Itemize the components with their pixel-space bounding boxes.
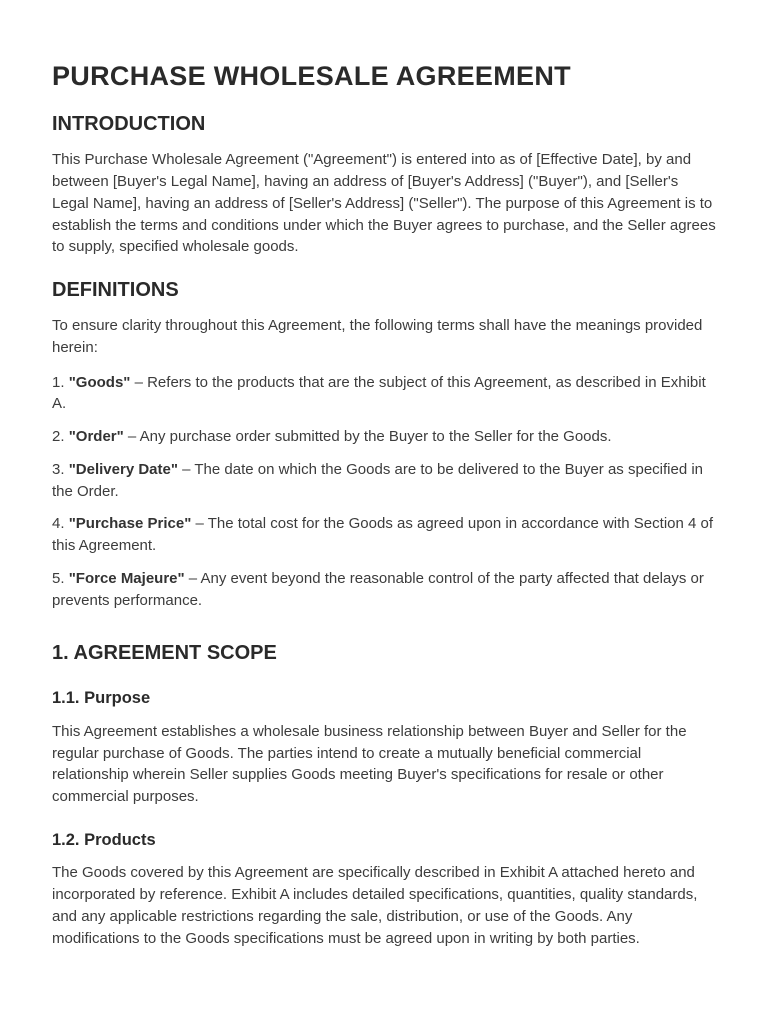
definition-text: – Any event beyond the reasonable control of the party affected that delays or prevents performance.	[52, 569, 704, 609]
definition-term: "Goods"	[68, 373, 131, 391]
definitions-heading: DEFINITIONS	[52, 279, 179, 302]
introduction-paragraph: This Purchase Wholesale Agreement ("Agreement") is entered into as of [Effective Date], by and between [Buyer's Legal Name], having an address of [Buyer's Address] ("Buyer"), and [Seller's Legal Name], having an address of [Seller's Address] ("Seller"). The purpose of this Agreement is to establish the terms and conditions under which the Buyer agrees to purchase, and the Seller agrees to supply, specified wholesale goods.	[52, 151, 716, 256]
definition-item-force-majeure	[52, 568, 718, 612]
definition-text: – The date on which the Goods are to be delivered to the Buyer as specified in the Order.	[52, 460, 704, 500]
products-subheading: 1.2. Products	[52, 830, 156, 849]
definition-number: 5.	[52, 569, 69, 587]
document-title: PURCHASE WHOLESALE AGREEMENT	[52, 61, 571, 91]
definition-number: 2.	[52, 428, 69, 446]
products-paragraph: The Goods covered by this Agreement are specifically described in Exhibit A attached hereto and incorporated by reference. Exhibit A includes detailed specifications, quantities, quality standards, and any applicable restrictions regarding the sale, distribution, or use of the Goods. Any modifications to the Goods specifications must be agreed upon in writing by both parties.	[52, 864, 698, 947]
definition-item-goods	[52, 372, 718, 416]
definition-term: "Force Majeure"	[68, 569, 185, 587]
definition-number: 1.	[52, 373, 69, 391]
definition-term: "Order"	[68, 428, 124, 446]
definition-text: – The total cost for the Goods as agreed upon in accordance with Section 4 of this Agreement.	[52, 515, 714, 555]
introduction-heading: INTRODUCTION	[52, 113, 206, 136]
definitions-intro-paragraph: To ensure clarity throughout this Agreement, the following terms shall have the meanings provided herein:	[52, 317, 703, 356]
definition-term: "Delivery Date"	[68, 460, 178, 478]
definition-item-order	[52, 426, 718, 448]
purpose-paragraph: This Agreement establishes a wholesale business relationship between Buyer and Seller for the regular purchase of Goods. The parties intend to create a mutually beneficial commercial relationship wherein Seller supplies Goods meeting Buyer's specifications for resale or other commercial purposes.	[52, 722, 687, 806]
definition-number: 4.	[52, 515, 69, 533]
definition-text: – Any purchase order submitted by the Buyer to the Seller for the Goods.	[123, 428, 612, 446]
definition-text: – Refers to the products that are the subject of this Agreement, as described in Exhibit A.	[52, 373, 706, 413]
purpose-subheading: 1.1. Purpose	[52, 689, 151, 708]
definition-term: "Purchase Price"	[68, 515, 192, 533]
agreement-scope-heading: 1. AGREEMENT SCOPE	[52, 642, 277, 665]
definition-number: 3.	[52, 460, 69, 478]
definition-item-delivery-date	[52, 459, 718, 503]
definition-item-purchase-price	[52, 513, 718, 557]
